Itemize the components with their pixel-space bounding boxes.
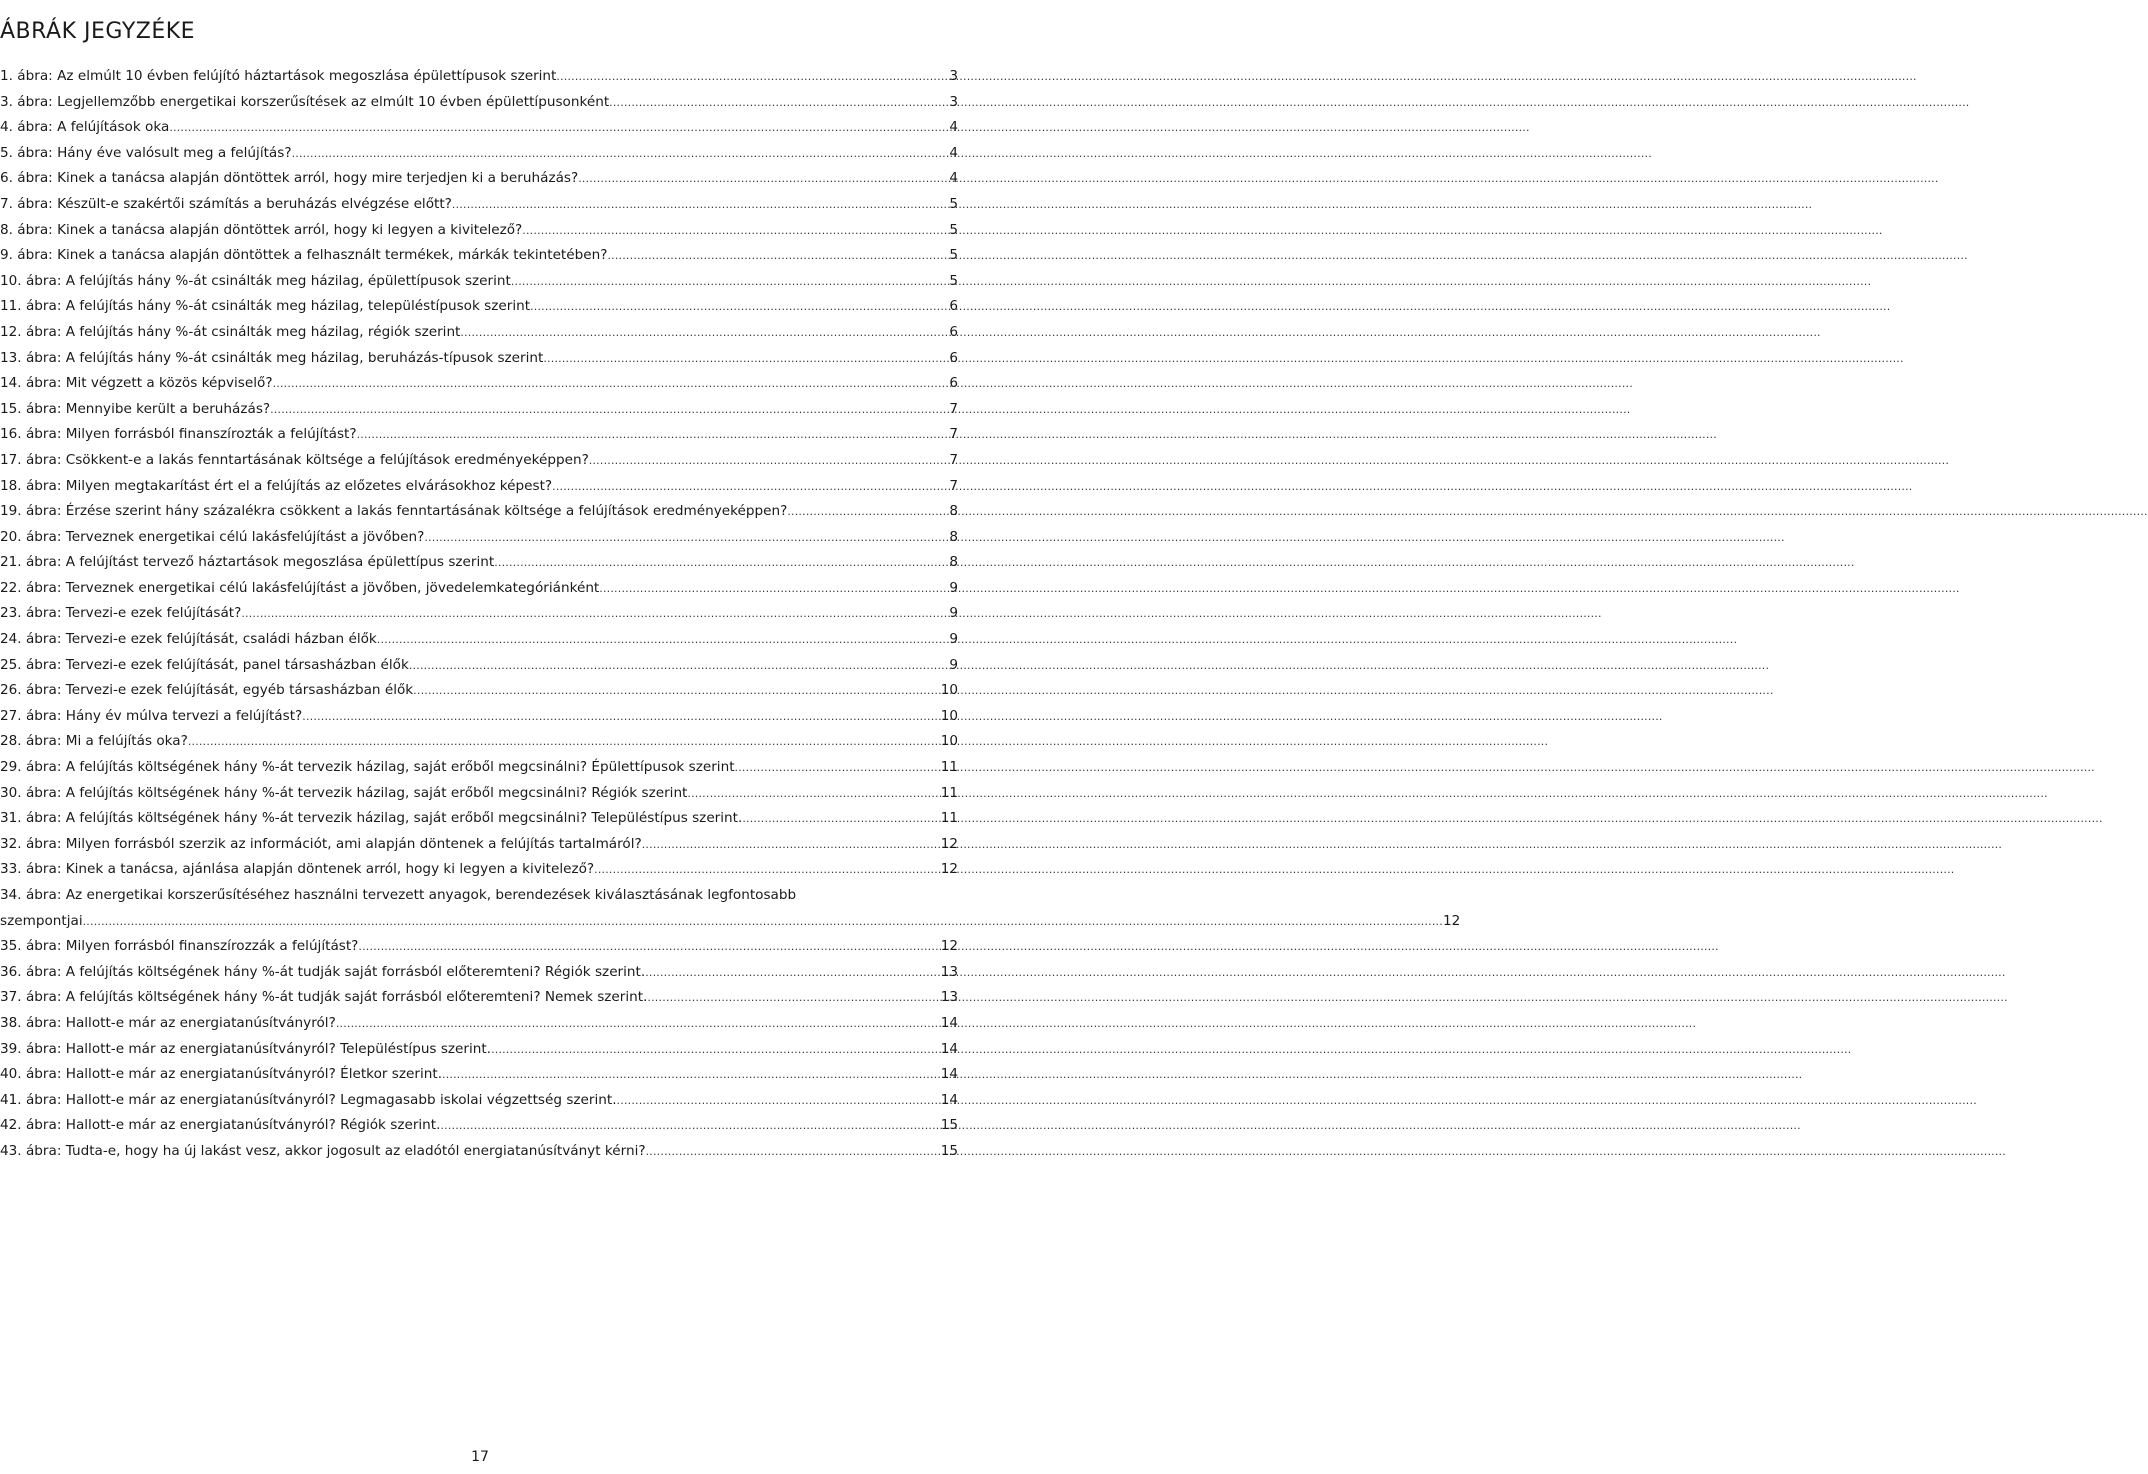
toc-entry-label: 9. ábra: Kinek a tanácsa alapján döntöttek a felhasznált termékek, márkák tekintetében? (0, 247, 608, 264)
toc-entry-label: 1. ábra: Az elmúlt 10 évben felújító háztartások megoszlása épülettípusok szerint (0, 68, 557, 84)
toc-entry-label: 19. ábra: Érzése szerint hány százalékra csökkent a lakás fenntartásának költsége a felújítások eredményeképpen? (0, 503, 788, 520)
toc-entry-label: 33. ábra: Kinek a tanácsa, ajánlása alapján döntenek arról, hogy ki legyen a kivitelező? (0, 861, 595, 878)
toc-entry-page: 5 (949, 247, 958, 264)
dot-leader (442, 1062, 940, 1088)
toc-entry-page: 6 (949, 323, 958, 340)
toc-entry-label: 5. ábra: Hány éve valósult meg a felújítás? (0, 144, 292, 161)
dot-leader (609, 90, 948, 116)
dot-leader (357, 422, 949, 448)
toc-entry-label: 29. ábra: A felújítás költségének hány %-át tervezik házilag, saját erőből megcsinálni? Épülettípusok szerint (0, 759, 735, 776)
toc-entry[interactable] (0, 550, 958, 576)
toc-entry-page: 4 (949, 144, 958, 161)
toc-entry-page: 3 (949, 93, 958, 110)
dot-leader (543, 346, 948, 372)
toc-entry[interactable] (0, 346, 958, 372)
dot-leader (270, 397, 948, 423)
dot-leader (409, 653, 948, 679)
toc-entry-label: 25. ábra: Tervezi-e ezek felújítását, panel társasházban élők (0, 656, 409, 673)
toc-entry[interactable] (0, 294, 958, 320)
toc-entry[interactable] (0, 192, 958, 218)
toc-entry[interactable] (0, 832, 958, 858)
toc-entry[interactable] (0, 141, 958, 167)
toc-entry[interactable] (0, 704, 958, 730)
toc-entry[interactable] (0, 397, 958, 423)
toc-entry[interactable] (0, 474, 958, 500)
toc-entry-page: 9 (949, 631, 958, 648)
dot-leader (358, 934, 939, 960)
dot-leader (302, 704, 939, 730)
dot-leader (169, 115, 948, 141)
dot-leader (491, 1037, 940, 1063)
toc-entry-page: 10 (940, 733, 958, 750)
dot-leader (460, 320, 948, 346)
dot-leader (787, 499, 948, 525)
dot-leader (594, 857, 940, 883)
toc-entry-label: 11. ábra: A felújítás hány %-át csinálták meg házilag, településtípusok szerint (0, 298, 531, 315)
toc-entry-page: 8 (949, 503, 958, 520)
toc-entry[interactable] (0, 678, 958, 704)
toc-entry-label: 39. ábra: Hallott-e már az energiatanúsítványról? Településtípus szerint. (0, 1040, 492, 1057)
toc-entry-label: 13. ábra: A felújítás hány %-át csinálták meg házilag, beruházás-típusok szerint (0, 349, 544, 366)
dot-leader (556, 64, 948, 90)
toc-entry-label: 27. ábra: Hány év múlva tervezi a felújítást? (0, 707, 303, 724)
toc-entry[interactable] (0, 601, 958, 627)
dot-leader (552, 474, 948, 500)
toc-entry-page: 7 (949, 477, 958, 494)
toc-entry-label: 31. ábra: A felújítás költségének hány %-át tervezik házilag, saját erőből megcsinálni? Településtípus szerint. (0, 810, 743, 827)
toc-entry-label: 40. ábra: Hallott-e már az energiatanúsítványról? Életkor szerint. (0, 1066, 443, 1083)
toc-entry-page: 10 (940, 707, 958, 724)
dot-leader (336, 1011, 940, 1037)
toc-entry-page: 5 (949, 221, 958, 238)
toc-entry-page: 9 (949, 656, 958, 673)
toc-entry-page: 13 (940, 963, 958, 980)
toc-entry-label: 26. ábra: Tervezi-e ezek felújítását, egyéb társasházban élők (0, 682, 414, 699)
toc-entry-page: 8 (949, 528, 958, 545)
toc-entry[interactable] (0, 1113, 958, 1139)
toc-entry-page: 12 (940, 861, 958, 878)
dot-leader (377, 627, 949, 653)
toc-entry[interactable] (0, 576, 958, 602)
dot-leader (687, 781, 939, 807)
page-title: ÁBRÁK JEGYZÉKE (0, 18, 196, 44)
toc-entry-label: 16. ábra: Milyen forrásból finanszírozták a felújítást? (0, 426, 357, 443)
toc-entry-label: 42. ábra: Hallott-e már az energiatanúsítványról? Régiók szerint. (0, 1117, 441, 1134)
toc-entry[interactable] (0, 166, 958, 192)
toc-entry[interactable] (0, 1062, 958, 1088)
toc-entry[interactable] (0, 627, 958, 653)
toc-entry-page: 15 (940, 1142, 958, 1159)
toc-entry[interactable] (0, 422, 958, 448)
toc-entry[interactable] (0, 1088, 958, 1114)
dot-leader (292, 141, 949, 167)
toc-entry-label: 7. ábra: Készült-e szakértői számítás a beruházás elvégzése előtt? (0, 195, 452, 212)
toc-entry-page: 4 (949, 170, 958, 187)
toc-entry-label: 37. ábra: A felújítás költségének hány %-át tudják saját forrásból előteremteni? Nemek szerint. (0, 989, 648, 1006)
dot-leader (494, 550, 948, 576)
dot-leader (599, 576, 948, 602)
toc-entry-page: 6 (949, 298, 958, 315)
toc-entry-page: 10 (940, 682, 958, 699)
toc-entry-label: 6. ábra: Kinek a tanácsa alapján döntöttek arról, hogy mire terjedjen ki a beruházás? (0, 170, 579, 187)
toc-entry[interactable] (0, 960, 958, 986)
toc-entry-label: 8. ábra: Kinek a tanácsa alapján döntöttek arról, hogy ki legyen a kivitelező? (0, 221, 523, 238)
toc-entry[interactable] (0, 857, 958, 883)
toc-entry-page: 15 (940, 1117, 958, 1134)
toc-entry-page: 9 (949, 605, 958, 622)
toc-entry-label-continued: szempontjai (0, 912, 83, 929)
toc-entry-label: 30. ábra: A felújítás költségének hány %-át tervezik házilag, saját erőből megcsinálni? Régiók szerint (0, 784, 688, 801)
dot-leader (522, 218, 948, 244)
toc-entry-label: 3. ábra: Legjellemzőbb energetikai korszerűsítések az elmúlt 10 évben épülettípusonként (0, 93, 610, 110)
toc-entry-label: 38. ábra: Hallott-e már az energiatanúsítványról? (0, 1014, 336, 1031)
dot-leader (424, 525, 948, 551)
toc-entry[interactable] (0, 1011, 958, 1037)
toc-entry[interactable] (0, 729, 958, 755)
toc-entry[interactable] (0, 90, 958, 116)
dot-leader (642, 832, 940, 858)
toc-entry-label: 41. ábra: Hallott-e már az energiatanúsítványról? Legmagasabb iskolai végzettség szerint. (0, 1091, 617, 1108)
toc-entry[interactable] (0, 653, 958, 679)
toc-entry[interactable] (0, 243, 958, 269)
dot-leader (452, 192, 948, 218)
dot-leader (413, 678, 940, 704)
toc-entry-page: 12 (1442, 912, 1461, 929)
toc-entry-page: 3 (949, 68, 958, 84)
toc-entry[interactable] (0, 1037, 958, 1063)
toc-entry-page: 8 (949, 554, 958, 571)
dot-leader (188, 729, 940, 755)
toc-entry-label: 10. ábra: A felújítás hány %-át csinálták meg házilag, épülettípusok szerint (0, 272, 511, 289)
toc-entry-label: 15. ábra: Mennyibe került a beruházás? (0, 400, 271, 417)
dot-leader (742, 806, 939, 832)
dot-leader (735, 755, 940, 781)
toc-entry-page: 14 (940, 1091, 958, 1108)
dot-leader (607, 243, 948, 269)
dot-leader (530, 294, 948, 320)
table-of-figures (0, 64, 1461, 1165)
toc-entry-page: 14 (940, 1066, 958, 1083)
toc-entry-label: 14. ábra: Mit végzett a közös képviselő? (0, 375, 273, 392)
toc-entry-label: 21. ábra: A felújítást tervező háztartások megoszlása épülettípus szerint (0, 554, 495, 571)
toc-entry-page: 12 (940, 835, 958, 852)
toc-entry[interactable] (0, 499, 958, 525)
toc-entry-page: 12 (940, 938, 958, 955)
dot-leader (273, 371, 949, 397)
toc-entry-page: 14 (940, 1014, 958, 1031)
toc-entry-label: 4. ábra: A felújítások oka (0, 119, 170, 136)
toc-entry[interactable] (0, 218, 958, 244)
toc-entry-page: 4 (949, 119, 958, 136)
dot-leader (511, 269, 949, 295)
toc-entry[interactable] (0, 985, 958, 1011)
page-number: 17 (471, 1449, 489, 1465)
toc-entry-page: 7 (949, 451, 958, 468)
toc-entry-page: 5 (949, 272, 958, 289)
toc-entry-page: 9 (949, 579, 958, 596)
toc-entry-page: 6 (949, 375, 958, 392)
toc-entry[interactable] (0, 1139, 958, 1165)
toc-entry-label: 36. ábra: A felújítás költségének hány %-át tudják saját forrásból előteremteni? Régiók szerint. (0, 963, 646, 980)
toc-entry-page: 6 (949, 349, 958, 366)
toc-entry-label: 28. ábra: Mi a felújítás oka? (0, 733, 188, 750)
toc-entry-page: 5 (949, 195, 958, 212)
dot-leader (617, 1088, 940, 1114)
toc-entry-page: 7 (949, 426, 958, 443)
dot-leader (645, 960, 940, 986)
toc-entry-label: 22. ábra: Terveznek energetikai célú lakásfelújítást a jövőben, jövedelemkategóriánként (0, 579, 600, 596)
toc-entry-page: 11 (940, 810, 958, 827)
toc-entry-label: 24. ábra: Tervezi-e ezek felújítását, családi házban élők (0, 631, 377, 648)
toc-entry[interactable] (0, 371, 958, 397)
toc-entry[interactable] (0, 525, 958, 551)
dot-leader (83, 909, 1443, 935)
toc-entry-label: 34. ábra: Az energetikai korszerűsítéséhez használni tervezett anyagok, berendezések kiválasztásának legfontosabb (0, 887, 797, 903)
toc-entry[interactable] (0, 755, 958, 781)
toc-entry-label: 35. ábra: Milyen forrásból finanszírozzák a felújítást? (0, 938, 359, 955)
toc-entry-page: 14 (940, 1040, 958, 1057)
toc-entry[interactable] (0, 115, 958, 141)
toc-entry-label: 17. ábra: Csökkent-e a lakás fenntartásának költsége a felújítások eredményeképpen? (0, 451, 589, 468)
dot-leader (578, 166, 948, 192)
toc-entry-label: 20. ábra: Terveznek energetikai célú lakásfelújítást a jövőben? (0, 528, 425, 545)
dot-leader (646, 1139, 940, 1165)
toc-entry-label: 12. ábra: A felújítás hány %-át csinálták meg házilag, régiók szerint (0, 323, 461, 340)
toc-entry-label: 32. ábra: Milyen forrásból szerzik az információt, ami alapján döntenek a felújítás tartalmáról? (0, 835, 642, 852)
dot-leader (241, 601, 948, 627)
dot-leader (589, 448, 949, 474)
toc-entry[interactable] (0, 781, 958, 807)
toc-entry[interactable] (0, 448, 958, 474)
toc-entry-page: 11 (940, 784, 958, 801)
toc-entry[interactable] (0, 934, 958, 960)
dot-leader (647, 985, 939, 1011)
toc-entry[interactable] (0, 806, 958, 832)
dot-leader (440, 1113, 939, 1139)
toc-entry[interactable] (0, 269, 958, 295)
toc-entry-page: 11 (940, 759, 958, 776)
toc-entry-label: 43. ábra: Tudta-e, hogy ha új lakást vesz, akkor jogosult az eladótól energiatanúsítványt kérni? (0, 1142, 646, 1159)
toc-entry[interactable] (0, 320, 958, 346)
toc-entry[interactable] (0, 64, 958, 90)
toc-entry-label: 18. ábra: Milyen megtakarítást ért el a felújítás az előzetes elvárásokhoz képest? (0, 477, 553, 494)
toc-entry-label: 23. ábra: Tervezi-e ezek felújítását? (0, 605, 242, 622)
toc-entry-page: 7 (949, 400, 958, 417)
toc-entry[interactable] (0, 883, 1461, 934)
toc-entry-page: 13 (940, 989, 958, 1006)
